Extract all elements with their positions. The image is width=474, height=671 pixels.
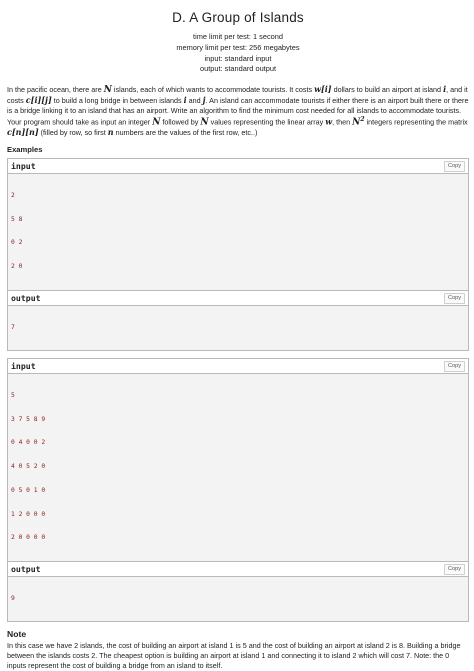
input-line: 2 0 0 0 0: [11, 534, 46, 542]
math-var: N: [103, 85, 112, 96]
output-file: output: standard output: [199, 64, 277, 74]
problem-limits: [7, 32, 469, 75]
math-var: N: [352, 117, 361, 128]
input-header: [8, 159, 468, 174]
legend-paragraph: In the pacific ocean, there are N islands, each of which wants to accommodate tourists. It costs w[i] dollars to build an airport at island i, and it costs c[i][j] to build a long bridge in between islands i and j. An island can accommodate tourists if either there is an airport built there or there is a bridge linking it to an island that has an airport. Write an algorithm to find the minimum cost needed for all islands to accommodate tourists. Your program should take as input an integer N followed by N values representing the linear array w, then $N^2$ integers representing the matrix c[n][n] (filled by row, so first n numbers are the values of the first row, etc..): [7, 84, 469, 138]
copy-output-button[interactable]: Copy: [444, 293, 465, 304]
math-var: i: [183, 94, 187, 105]
math-var: w: [325, 116, 333, 127]
input-line: 0 2: [11, 239, 23, 247]
input-header: [8, 359, 468, 374]
math-var: n: [107, 127, 114, 138]
input-line: 0 5 0 1 0: [11, 486, 46, 494]
input-line: 2 0: [11, 263, 23, 271]
input-block: [8, 374, 468, 561]
math-var: N: [200, 117, 209, 128]
input-line: 1 2 0 0 0: [11, 510, 46, 518]
legend-text: [7, 85, 469, 138]
output-header: [8, 561, 468, 577]
input-line: 4 0 5 2 0: [11, 463, 46, 471]
output-label: output: [11, 292, 41, 303]
output-header: [8, 290, 468, 306]
output-line: 7: [11, 323, 15, 331]
math-var: N: [152, 117, 161, 128]
math-var: j: [202, 94, 206, 105]
math-var: w[i]: [314, 84, 332, 95]
problem-title: D. A Group of Islands: [172, 10, 304, 25]
input-file: input: standard input: [204, 53, 272, 63]
output-label: output: [11, 563, 41, 574]
math-var: c[n][n]: [7, 127, 39, 138]
sample-test-1: [7, 158, 469, 351]
input-line: 2: [11, 191, 15, 199]
time-limit: time limit per test: 1 second: [193, 32, 283, 41]
input-line: 3 7 5 8 9: [11, 415, 46, 423]
output-line: 9: [11, 594, 15, 602]
output-block: [8, 306, 468, 351]
input-line: 0 4 0 0 2: [11, 439, 46, 447]
copy-input-button[interactable]: Copy: [444, 161, 465, 172]
examples-heading: Examples: [7, 145, 43, 155]
copy-input-button[interactable]: Copy: [444, 361, 465, 372]
math-var: i: [443, 84, 447, 95]
input-line: 5 8: [11, 215, 23, 223]
input-block: [8, 174, 468, 290]
math-var: c[i][j]: [25, 94, 52, 105]
copy-output-button[interactable]: Copy: [444, 564, 465, 575]
note-heading: Note: [7, 629, 27, 640]
note-text: In this case we have 2 islands, the cost of building an airport at island 1 is 5 and the cost of building an airport at island 2 is 8. Building a bridge between the islands costs 2. The cheapest option is building an airport at island 1 and connecting it to island 2 which will cost 7. Note: the 0 inputs represent the cost of building a bridge from an island to itself.: [7, 641, 461, 670]
math-sup: 2: [360, 116, 365, 124]
output-block: [8, 577, 468, 622]
input-line: 5: [11, 392, 15, 400]
sample-test-2: [7, 358, 469, 622]
input-label: input: [11, 361, 36, 372]
input-label: input: [11, 161, 36, 172]
problem-statement: [7, 0, 469, 671]
memory-limit: memory limit per test: 256 megabytes: [176, 42, 300, 52]
